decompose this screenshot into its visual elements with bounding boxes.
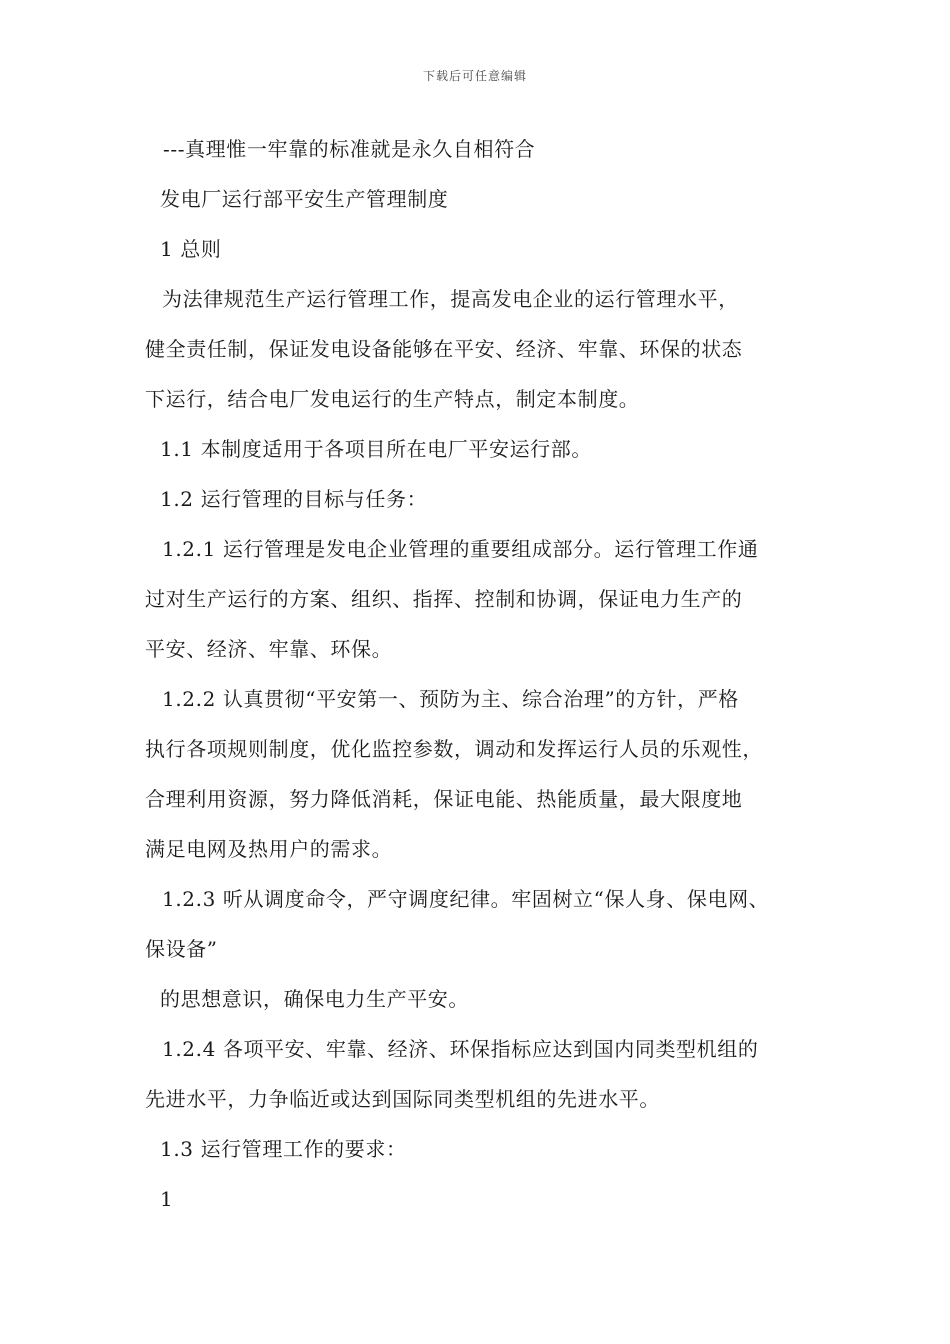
paragraph-line: 健全责任制，保证发电设备能够在平安、经济、牢靠、环保的状态 — [145, 337, 743, 361]
clause-1-2-4: 1.2.4 各项平安、牢靠、经济、环保指标应达到国内同类型机组的 — [162, 1037, 759, 1061]
paragraph-line: 执行各项规则制度，优化监控参数，调动和发挥运行人员的乐观性， — [145, 737, 763, 761]
paragraph-line: 下运行，结合电厂发电运行的生产特点，制定本制度。 — [145, 387, 640, 411]
clause-1-3: 1.3 运行管理工作的要求： — [160, 1137, 407, 1161]
paragraph-line: 先进水平，力争临近或达到国际同类型机组的先进水平。 — [145, 1087, 660, 1111]
clause-1-2-1: 1.2.1 运行管理是发电企业管理的重要组成部分。运行管理工作通 — [162, 537, 759, 561]
paragraph-line: 过对生产运行的方案、组织、指挥、控制和协调，保证电力生产的 — [145, 587, 743, 611]
section-heading-general: 1 总则 — [160, 237, 222, 261]
document-title: 发电厂运行部平安生产管理制度 — [160, 187, 449, 211]
paragraph-line: 满足电网及热用户的需求。 — [145, 837, 393, 861]
quote-line: ---真理惟一牢靠的标准就是永久自相符合 — [163, 137, 536, 161]
paragraph-line: 的思想意识，确保电力生产平安。 — [160, 987, 469, 1011]
list-number: 1 — [160, 1187, 174, 1211]
paragraph-line: 合理利用资源，努力降低消耗，保证电能、热能质量，最大限度地 — [145, 787, 743, 811]
clause-1-2-2: 1.2.2 认真贯彻“平安第一、预防为主、综合治理”的方针，严格 — [162, 687, 739, 711]
paragraph-line: 平安、经济、牢靠、环保。 — [145, 637, 393, 661]
page-header: 下载后可任意编辑 — [422, 69, 527, 83]
clause-1-2: 1.2 运行管理的目标与任务： — [160, 487, 428, 511]
clause-1-1: 1.1 本制度适用于各项目所在电厂平安运行部。 — [160, 437, 592, 461]
paragraph-line: 为法律规范生产运行管理工作，提高发电企业的运行管理水平， — [162, 287, 739, 311]
clause-1-2-3: 1.2.3 听从调度命令，严守调度纪律。牢固树立“保人身、保电网、 — [162, 887, 770, 911]
paragraph-line: 保设备” — [145, 937, 218, 961]
